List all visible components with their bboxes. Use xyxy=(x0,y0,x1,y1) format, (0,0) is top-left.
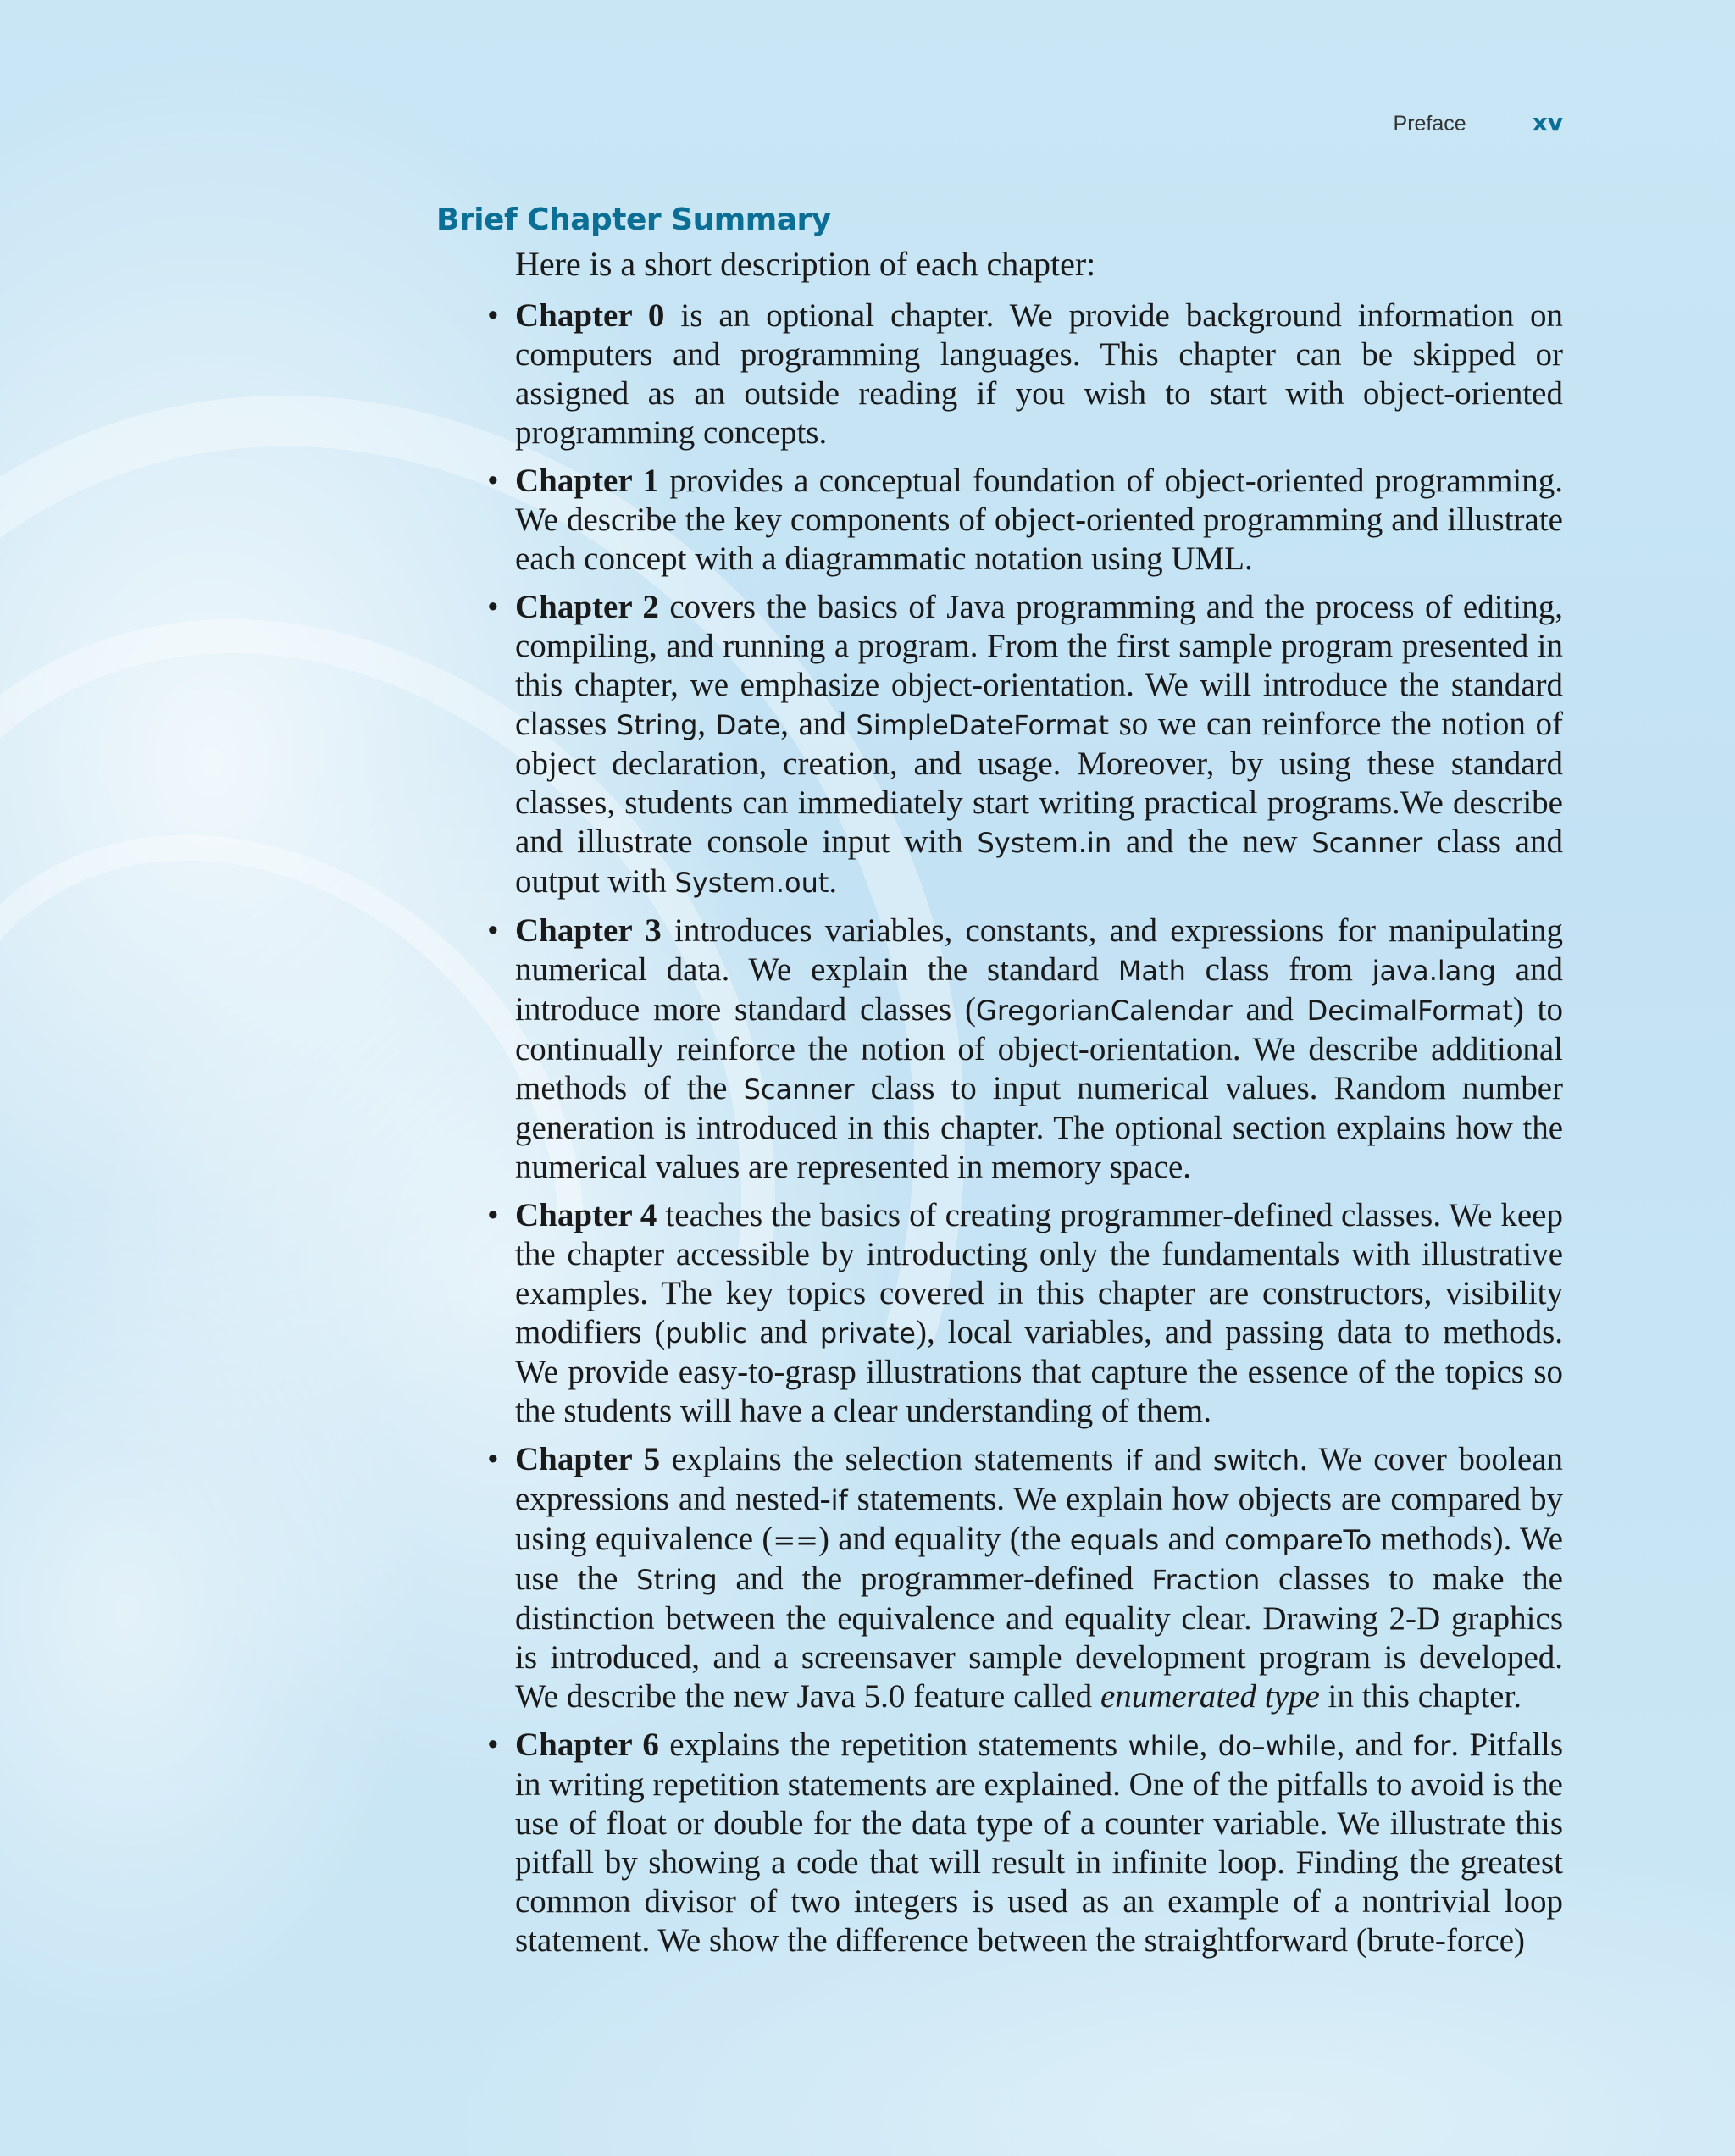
chapter-label: Chapter 1 xyxy=(515,463,659,499)
body-text: and the new xyxy=(1111,823,1312,860)
code-term: Fraction xyxy=(1151,1564,1261,1596)
body-text: class and output with xyxy=(515,823,1563,900)
body-text: explains the selection statements xyxy=(660,1441,1126,1477)
body-text: and xyxy=(1232,991,1307,1028)
code-term: if xyxy=(1125,1444,1143,1477)
body-text: ), local variables, and passing data to methods. We provide easy-to-grasp illustrations that capture the essence of the topics so the students will have a clear understanding of them. xyxy=(515,1314,1564,1429)
code-term: System.out xyxy=(674,867,829,899)
body-text: and xyxy=(1159,1521,1225,1557)
body-text: classes to make the distinction between the equivalence and equality clear. Drawing 2-D graphics is introduced, and a screensaver sample development program is developed. We describe the new Java 5.0 feature called xyxy=(515,1560,1563,1715)
code-term: public xyxy=(665,1317,747,1350)
body-text: , and xyxy=(1336,1726,1414,1763)
running-title: Preface xyxy=(1393,112,1466,136)
section-title: Brief Chapter Summary xyxy=(436,202,831,237)
body-text: is an optional chapter. We provide background information on computers and programming languages. This chapter can be skipped or assigned as an outside reading if you wish to start with object-oriented programming concepts. xyxy=(515,297,1563,451)
code-term: Scanner xyxy=(1311,827,1423,859)
body-text: and xyxy=(1142,1441,1213,1477)
chapter-list xyxy=(436,297,1563,1960)
chapter-item xyxy=(436,1196,1563,1431)
body-text: statements. We explain how objects are compared by using equivalence ( xyxy=(515,1481,1564,1557)
body-text: class from xyxy=(1185,951,1372,988)
body-text: ) to continually reinforce the notion of object-orientation. We describe additional methods of the xyxy=(515,991,1563,1106)
page-content xyxy=(436,197,1563,1970)
code-term: SimpleDateFormat xyxy=(856,709,1110,741)
body-text: methods). We use the xyxy=(515,1521,1563,1597)
code-term: String xyxy=(616,709,698,741)
body-text: and introduce more standard classes ( xyxy=(515,951,1564,1028)
body-text: introduces variables, constants, and expressions for manipulating numerical data. We explain the standard xyxy=(515,912,1563,988)
code-term: if xyxy=(830,1484,848,1516)
body-text: covers the basics of Java programming and the process of editing, compiling, and running a program. From the first sample program presented in this chapter, we emphasize object-orientation. We will introduce the standard classes xyxy=(515,589,1563,742)
body-text: class to input numerical values. Random number generation is introduced in this chapter. The optional section explains how the numerical values are represented in memory space. xyxy=(515,1070,1563,1185)
code-term: java.lang xyxy=(1372,955,1496,987)
emphasis-term: enumerated type xyxy=(1100,1678,1320,1715)
body-text: and xyxy=(746,1314,820,1350)
code-term: Date xyxy=(715,709,781,741)
code-term: String xyxy=(636,1564,718,1596)
body-text: teaches the basics of creating programmer-defined classes. We keep the chapter accessible by introducting only the fundamentals with illustrative examples. The key topics covered in this chapter are constructors, visibility modifiers ( xyxy=(515,1197,1563,1350)
running-head xyxy=(1394,108,1563,136)
chapter-item xyxy=(436,462,1563,579)
chapter-label: Chapter 0 xyxy=(515,297,665,334)
body-text: and the programmer-defined xyxy=(717,1560,1152,1597)
code-term: switch xyxy=(1212,1444,1300,1477)
chapter-label: Chapter 5 xyxy=(515,1441,661,1477)
code-term: Math xyxy=(1117,955,1186,987)
body-text: . xyxy=(829,863,838,900)
chapter-item xyxy=(436,1726,1563,1960)
code-term: equals xyxy=(1069,1524,1160,1556)
code-term: compareTo xyxy=(1224,1524,1372,1556)
chapter-item xyxy=(436,588,1563,902)
body-text: so we can reinforce the notion of object declaration, creation, and usage. Moreover, by using these standard classes, students can immediately start writing practical programs.We describe and illustrate console input with xyxy=(515,706,1564,860)
body-text: , xyxy=(697,706,716,742)
section-intro: Here is a short description of each chapter: xyxy=(515,245,1096,283)
code-term: while xyxy=(1128,1730,1200,1762)
body-text: in this chapter. xyxy=(1319,1678,1522,1715)
body-text: . Pitfalls in writing repetition statements are explained. One of the pitfalls to avoid is the use of float or double for the data type of a counter variable. We illustrate this pitfall by showing a code that will result in infinite loop. Finding the greatest common divisor of two integers is used as an example of a nontrivial loop statement. We show the difference between the straightforward (brute-force) xyxy=(515,1726,1564,1959)
body-text: , and xyxy=(780,706,856,742)
code-term: Scanner xyxy=(743,1073,855,1106)
chapter-label: Chapter 3 xyxy=(515,912,662,949)
code-term: do–while xyxy=(1217,1730,1337,1762)
page-number: xv xyxy=(1532,108,1563,136)
chapter-label: Chapter 6 xyxy=(515,1726,659,1763)
code-term: for xyxy=(1413,1730,1451,1762)
body-text: ) and equality (the xyxy=(818,1521,1070,1557)
code-term: System.in xyxy=(977,827,1112,859)
chapter-label: Chapter 4 xyxy=(515,1197,657,1233)
body-text: , xyxy=(1199,1726,1218,1763)
code-term: DecimalFormat xyxy=(1306,995,1513,1027)
chapter-label: Chapter 2 xyxy=(515,589,659,625)
body-text: explains the repetition statements xyxy=(658,1726,1128,1763)
code-term: private xyxy=(819,1317,916,1350)
chapter-item xyxy=(436,297,1563,452)
chapter-item xyxy=(436,1440,1563,1716)
body-text: provides a conceptual foundation of object-oriented programming. We describe the key components of object-oriented programming and illustrate each concept with a diagrammatic notation using UML. xyxy=(515,463,1563,577)
body-text: . We cover boolean expressions and nested- xyxy=(515,1441,1564,1517)
code-term: == xyxy=(773,1524,818,1556)
chapter-item xyxy=(436,912,1563,1187)
code-term: GregorianCalendar xyxy=(976,995,1233,1027)
